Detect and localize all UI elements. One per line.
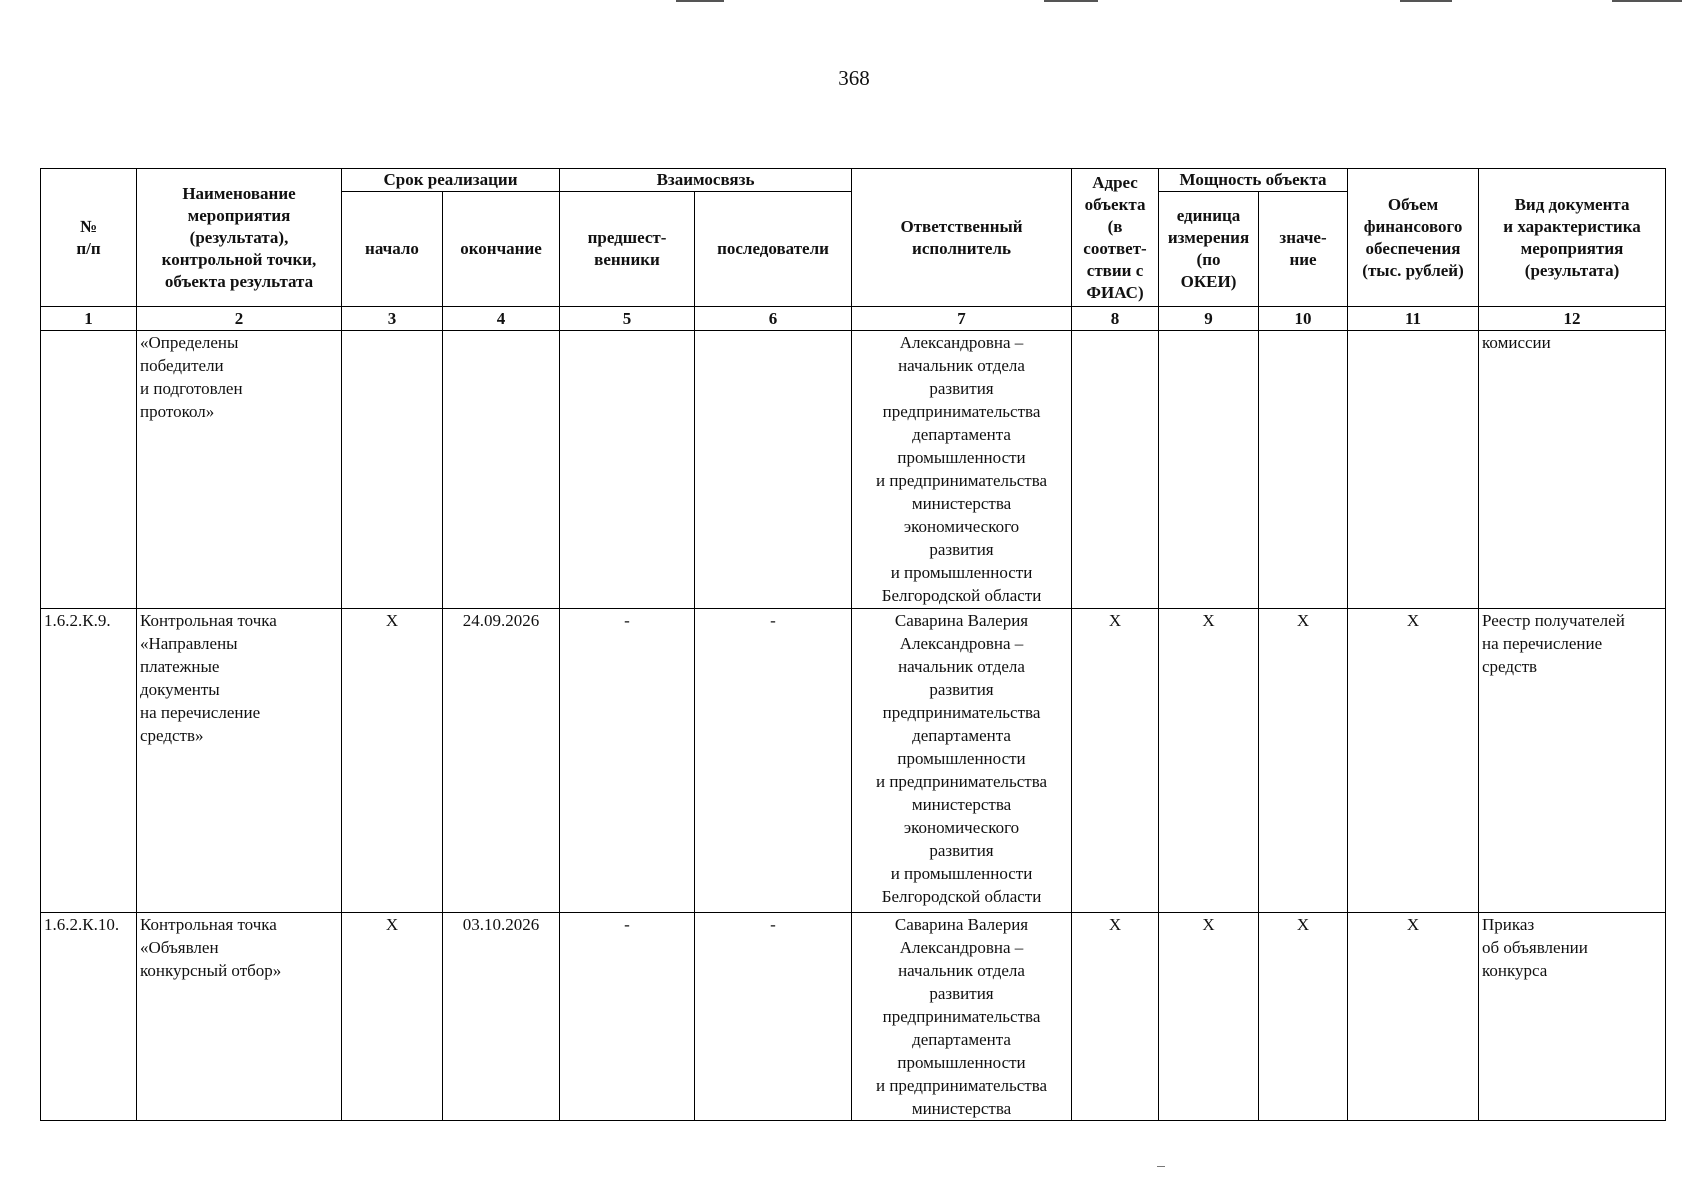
header-name: Наименование мероприятия (результата), контрольной точки, объекта результата	[137, 169, 342, 307]
cell-value	[1259, 331, 1348, 609]
column-number-row	[41, 307, 1666, 331]
cell-address	[1072, 331, 1159, 609]
plan-table-container	[40, 168, 1665, 1129]
cell-unit	[1159, 331, 1259, 609]
column-number: 12	[1479, 307, 1666, 331]
column-number: 5	[560, 307, 695, 331]
cell-doc: Приказ об объявлении конкурса	[1479, 913, 1666, 1121]
scan-artifact	[1157, 1166, 1165, 1167]
cell-value: Х	[1259, 913, 1348, 1121]
cell-start	[342, 331, 443, 609]
cell-num: 1.6.2.К.10.	[41, 913, 137, 1121]
cell-responsible: Саварина Валерия Александровна – начальник отдела развития предпринимательства департамента промышленности и предпринимательства министерства экономического развития и промышленности Белгородской области	[852, 609, 1072, 913]
cell-unit: Х	[1159, 609, 1259, 913]
table-row	[41, 609, 1666, 913]
column-number: 1	[41, 307, 137, 331]
cell-unit: Х	[1159, 913, 1259, 1121]
cell-name: Контрольная точка «Направлены платежные документы на перечисление средств»	[137, 609, 342, 913]
cell-start: Х	[342, 913, 443, 1121]
column-number: 11	[1348, 307, 1479, 331]
cell-doc: комиссии	[1479, 331, 1666, 609]
scan-artifact	[676, 0, 724, 2]
header-capacity-group: Мощность объекта	[1159, 169, 1348, 192]
scan-artifact	[1044, 0, 1098, 2]
scan-artifact	[1400, 0, 1452, 2]
cell-name: «Определены победители и подготовлен протокол»	[137, 331, 342, 609]
cell-successors	[695, 331, 852, 609]
cell-predecessors: -	[560, 609, 695, 913]
cell-finance	[1348, 331, 1479, 609]
header-end: окончание	[443, 192, 560, 307]
header-link-group: Взаимосвязь	[560, 169, 852, 192]
header-finance: Объем финансового обеспечения (тыс. рублей)	[1348, 169, 1479, 307]
column-number: 7	[852, 307, 1072, 331]
header-num: № п/п	[41, 169, 137, 307]
cell-predecessors: -	[560, 913, 695, 1121]
cell-name: Контрольная точка «Объявлен конкурсный отбор»	[137, 913, 342, 1121]
page-number: 368	[838, 66, 870, 90]
column-number: 8	[1072, 307, 1159, 331]
cell-predecessors	[560, 331, 695, 609]
header-unit: единица измерения (по ОКЕИ)	[1159, 192, 1259, 307]
cell-doc: Реестр получателей на перечисление средств	[1479, 609, 1666, 913]
cell-responsible: Саварина Валерия Александровна – начальник отдела развития предпринимательства департамента промышленности и предпринимательства министерства	[852, 913, 1072, 1121]
cell-finance: Х	[1348, 913, 1479, 1121]
column-number: 4	[443, 307, 560, 331]
header-responsible: Ответственный исполнитель	[852, 169, 1072, 307]
cell-start: Х	[342, 609, 443, 913]
header-term-group: Срок реализации	[342, 169, 560, 192]
cell-successors: -	[695, 913, 852, 1121]
table-row	[41, 913, 1666, 1121]
header-successors: последователи	[695, 192, 852, 307]
cell-end: 24.09.2026	[443, 609, 560, 913]
cell-value: Х	[1259, 609, 1348, 913]
cell-num: 1.6.2.К.9.	[41, 609, 137, 913]
header-predecessors: предшест- венники	[560, 192, 695, 307]
header-value: значе- ние	[1259, 192, 1348, 307]
cell-num	[41, 331, 137, 609]
column-number: 3	[342, 307, 443, 331]
cell-end	[443, 331, 560, 609]
scan-artifact	[1612, 0, 1682, 2]
cell-end: 03.10.2026	[443, 913, 560, 1121]
header-address: Адрес объекта (в соответ- ствии с ФИАС)	[1072, 169, 1159, 307]
column-number: 2	[137, 307, 342, 331]
cell-responsible: Александровна – начальник отдела развития предпринимательства департамента промышленности и предпринимательства министерства экономического развития и промышленности Белгородской области	[852, 331, 1072, 609]
cell-finance: Х	[1348, 609, 1479, 913]
column-number: 10	[1259, 307, 1348, 331]
header-doc: Вид документа и характеристика мероприятия (результата)	[1479, 169, 1666, 307]
cell-address: Х	[1072, 609, 1159, 913]
header-start: начало	[342, 192, 443, 307]
table-row	[41, 331, 1666, 609]
cell-successors: -	[695, 609, 852, 913]
column-number: 9	[1159, 307, 1259, 331]
column-number: 6	[695, 307, 852, 331]
plan-table	[40, 168, 1666, 1121]
cell-address: Х	[1072, 913, 1159, 1121]
